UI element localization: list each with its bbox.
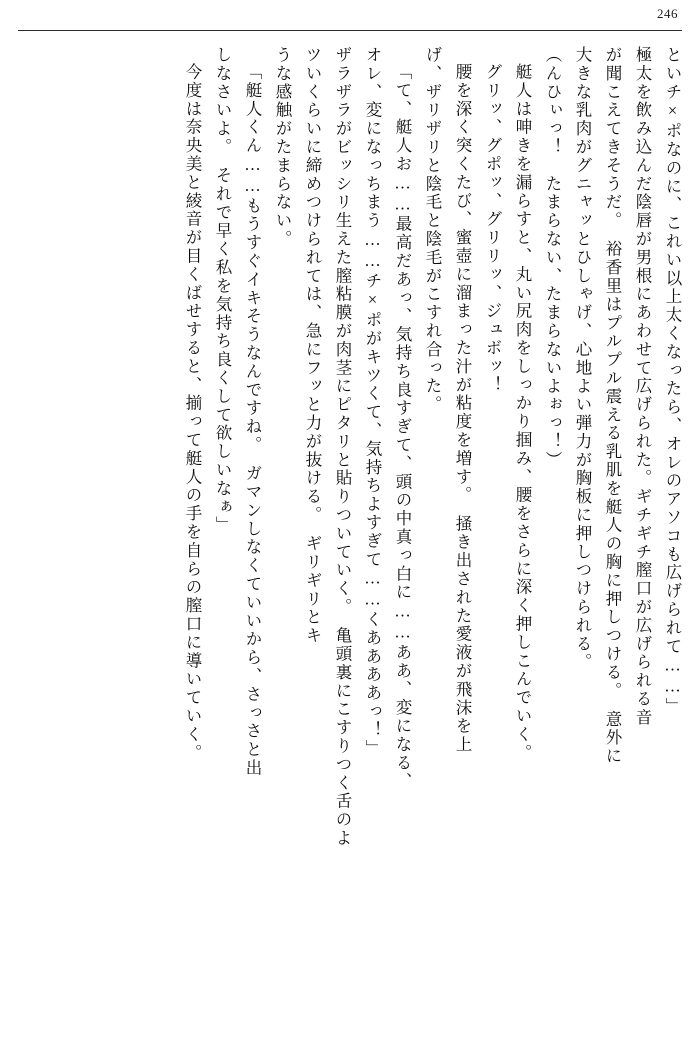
text-line: といチ×ポなのに、これい以上太くなったら、オレのアソコも広げられて……」 bbox=[663, 46, 682, 716]
text-line: が聞こえてきそうだ。 裕香里はプルプル震える乳肌を艇人の胸に押しつける。 意外に bbox=[603, 46, 622, 766]
vertical-text-block bbox=[22, 46, 680, 1006]
header-rule bbox=[18, 30, 682, 31]
text-line: 極太を飲み込んだ陰唇が男根にあわせて広げられた。ギチギチ膣口が広げられる音 bbox=[633, 46, 652, 727]
text-line: しなさいよ。 それで早く私を気持ち良くして欲しいなぁ」 bbox=[213, 46, 232, 535]
text-line: 「て、艇人お……最高だあっ、気持ち良すぎて、頭の中真っ白に……ああ、変になる、 bbox=[393, 63, 412, 791]
text-line: グリッ、グポッ、グリリッ、ジュボッ！ bbox=[483, 63, 502, 395]
text-line: 腰を深く突くたび、蜜壺に溜まった汁が粘度を増す。 掻き出された愛液が飛沫を上 bbox=[453, 63, 472, 754]
text-line: うな感触がたまらない。 bbox=[273, 46, 292, 249]
text-line: げ、ザリザリと陰毛と陰毛がこすれ合った。 bbox=[423, 46, 442, 414]
text-line: 艇人は呻きを漏らすと、丸い尻肉をしっかり掴み、腰をさらに深く押しこんでいく。 bbox=[513, 63, 532, 763]
text-line: ザラザラがビッシリ生えた膣粘膜が肉茎にピタリと貼りついていく。 亀頭裏にこすりつく舌のよ bbox=[333, 46, 352, 848]
text-line: ツいくらいに締めつけられては、急にフッと力が抜ける。 ギリギリとキ bbox=[303, 46, 322, 645]
text-line: 大きな乳肉がグニャッとひしゃげ、心地よい弾力が胸板に押しつけられる。 bbox=[573, 46, 592, 672]
text-line: （んひぃっ！ たまらない、たまらないよぉっ！） bbox=[543, 46, 562, 470]
text-line: オレ、変になっちまう……チ×ポがキツくて、気持ちよすぎて……くああああっ！」 bbox=[363, 46, 382, 758]
page-number: 246 bbox=[657, 6, 678, 21]
text-line: 「艇人くん……もうすぐイキそうなんですね。 ガマンしなくていいから、さっさと出 bbox=[243, 63, 262, 778]
text-line: 今度は奈央美と綾音が目くばせすると、揃って艇人の手を自らの膣口に導いていく。 bbox=[183, 63, 202, 763]
